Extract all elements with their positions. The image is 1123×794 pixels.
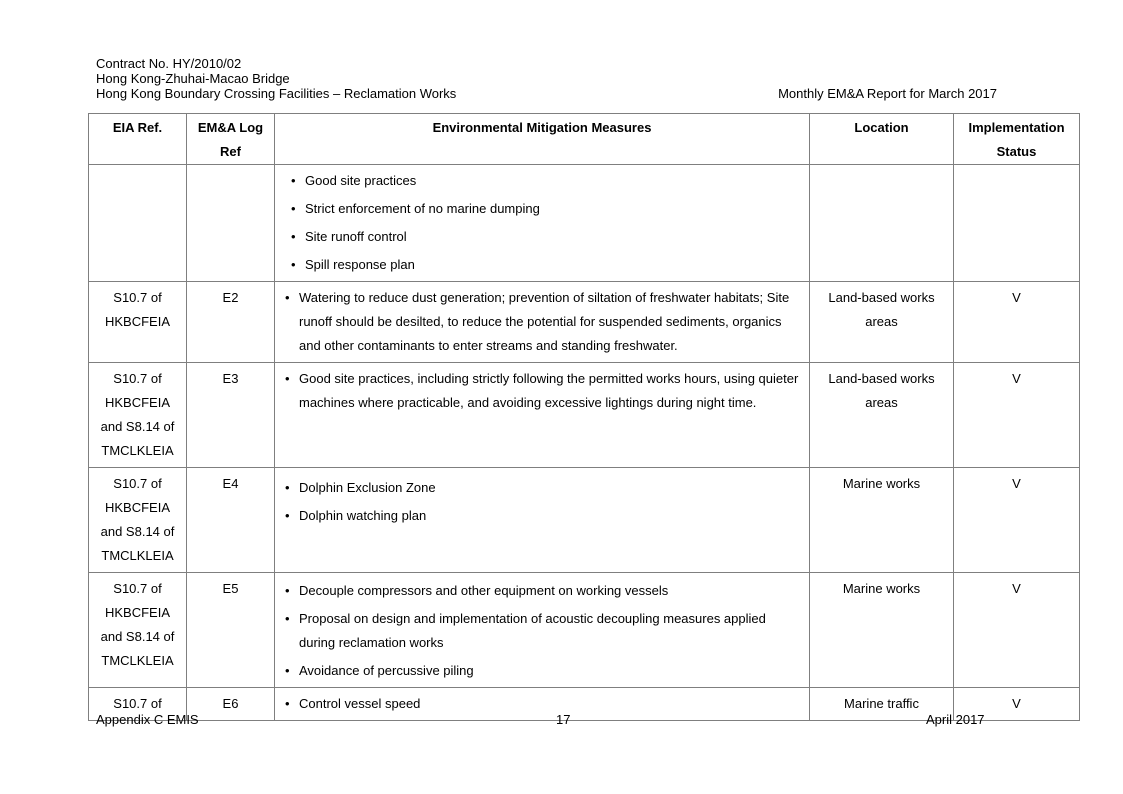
cell-eia-ref: S10.7 of HKBCFEIA and S8.14 of TMCLKLEIA [89,363,187,468]
header-mitigation-measures: Environmental Mitigation Measures [275,114,810,165]
measure-item: • Proposal on design and implementation of acoustic decoupling measures applied during reclamation works [281,607,803,655]
cell-ema-ref: E4 [187,468,275,573]
cell-status: V [954,688,1080,721]
cell-measures [275,363,810,468]
cell-status: V [954,468,1080,573]
cell-eia-ref: S10.7 of HKBCFEIA and S8.14 of TMCLKLEIA [89,573,187,688]
header-eia-ref: EIA Ref. [89,114,187,165]
header-location: Location [810,114,954,165]
table-row [89,468,1080,573]
table-header-row [89,114,1080,165]
cell-ema-ref [187,165,275,282]
cell-location: Land-based works areas [810,363,954,468]
cell-eia-ref: S10.7 of HKBCFEIA [89,282,187,363]
measure-item: • Decouple compressors and other equipment on working vessels [281,579,803,603]
header-implementation-status: Implementation Status [954,114,1080,165]
measure-item: • Avoidance of percussive piling [281,659,803,683]
cell-ema-ref: E6 [187,688,275,721]
measure-item: • Good site practices, including strictly following the permitted works hours, using quieter machines where practicable, and avoiding excessive lightings during night time. [281,367,803,415]
works-name: Hong Kong Boundary Crossing Facilities – Reclamation Works [96,86,457,101]
cell-status: V [954,363,1080,468]
measure-item: • Control vessel speed [281,692,803,716]
cell-location: Marine works [810,468,954,573]
footer-page-number: 17 [556,712,571,727]
measure-item: • Watering to reduce dust generation; prevention of siltation of freshwater habitats; Site runoff should be desilted, to reduce the potential for suspended sediments, organics and other contaminants to enter streams and standing freshwater. [281,286,803,358]
cell-location: Marine works [810,573,954,688]
cell-location [810,165,954,282]
table-row [89,573,1080,688]
mitigation-measures-table [88,113,1080,721]
table-row [89,363,1080,468]
cell-status: V [954,282,1080,363]
measure-item: • Good site practices [287,167,803,195]
cell-ema-ref: E5 [187,573,275,688]
measure-item: • Dolphin watching plan [281,502,803,530]
measure-item: • Strict enforcement of no marine dumping [287,195,803,223]
cell-eia-ref: S10.7 of [89,688,187,721]
cell-status [954,165,1080,282]
cell-eia-ref [89,165,187,282]
header-ema-log-ref: EM&A Log Ref [187,114,275,165]
report-title: Monthly EM&A Report for March 2017 [778,86,997,101]
cell-status: V [954,573,1080,688]
measure-item: • Site runoff control [287,223,803,251]
footer-date: April 2017 [926,712,985,727]
cell-measures [275,573,810,688]
cell-ema-ref: E3 [187,363,275,468]
cell-measures [275,282,810,363]
measure-item: • Dolphin Exclusion Zone [281,474,803,502]
table-row [89,165,1080,282]
cell-ema-ref: E2 [187,282,275,363]
cell-location: Marine traffic [810,688,954,721]
cell-location: Land-based works areas [810,282,954,363]
cell-measures [275,688,810,721]
cell-measures [275,165,810,282]
table-row [89,282,1080,363]
cell-measures [275,468,810,573]
footer-appendix: Appendix C EMIS [96,712,199,727]
cell-eia-ref: S10.7 of HKBCFEIA and S8.14 of TMCLKLEIA [89,468,187,573]
contract-number: Contract No. HY/2010/02 [96,56,242,71]
page-header [96,56,1001,101]
project-name: Hong Kong-Zhuhai-Macao Bridge [96,71,290,86]
measure-item: • Spill response plan [287,251,803,279]
